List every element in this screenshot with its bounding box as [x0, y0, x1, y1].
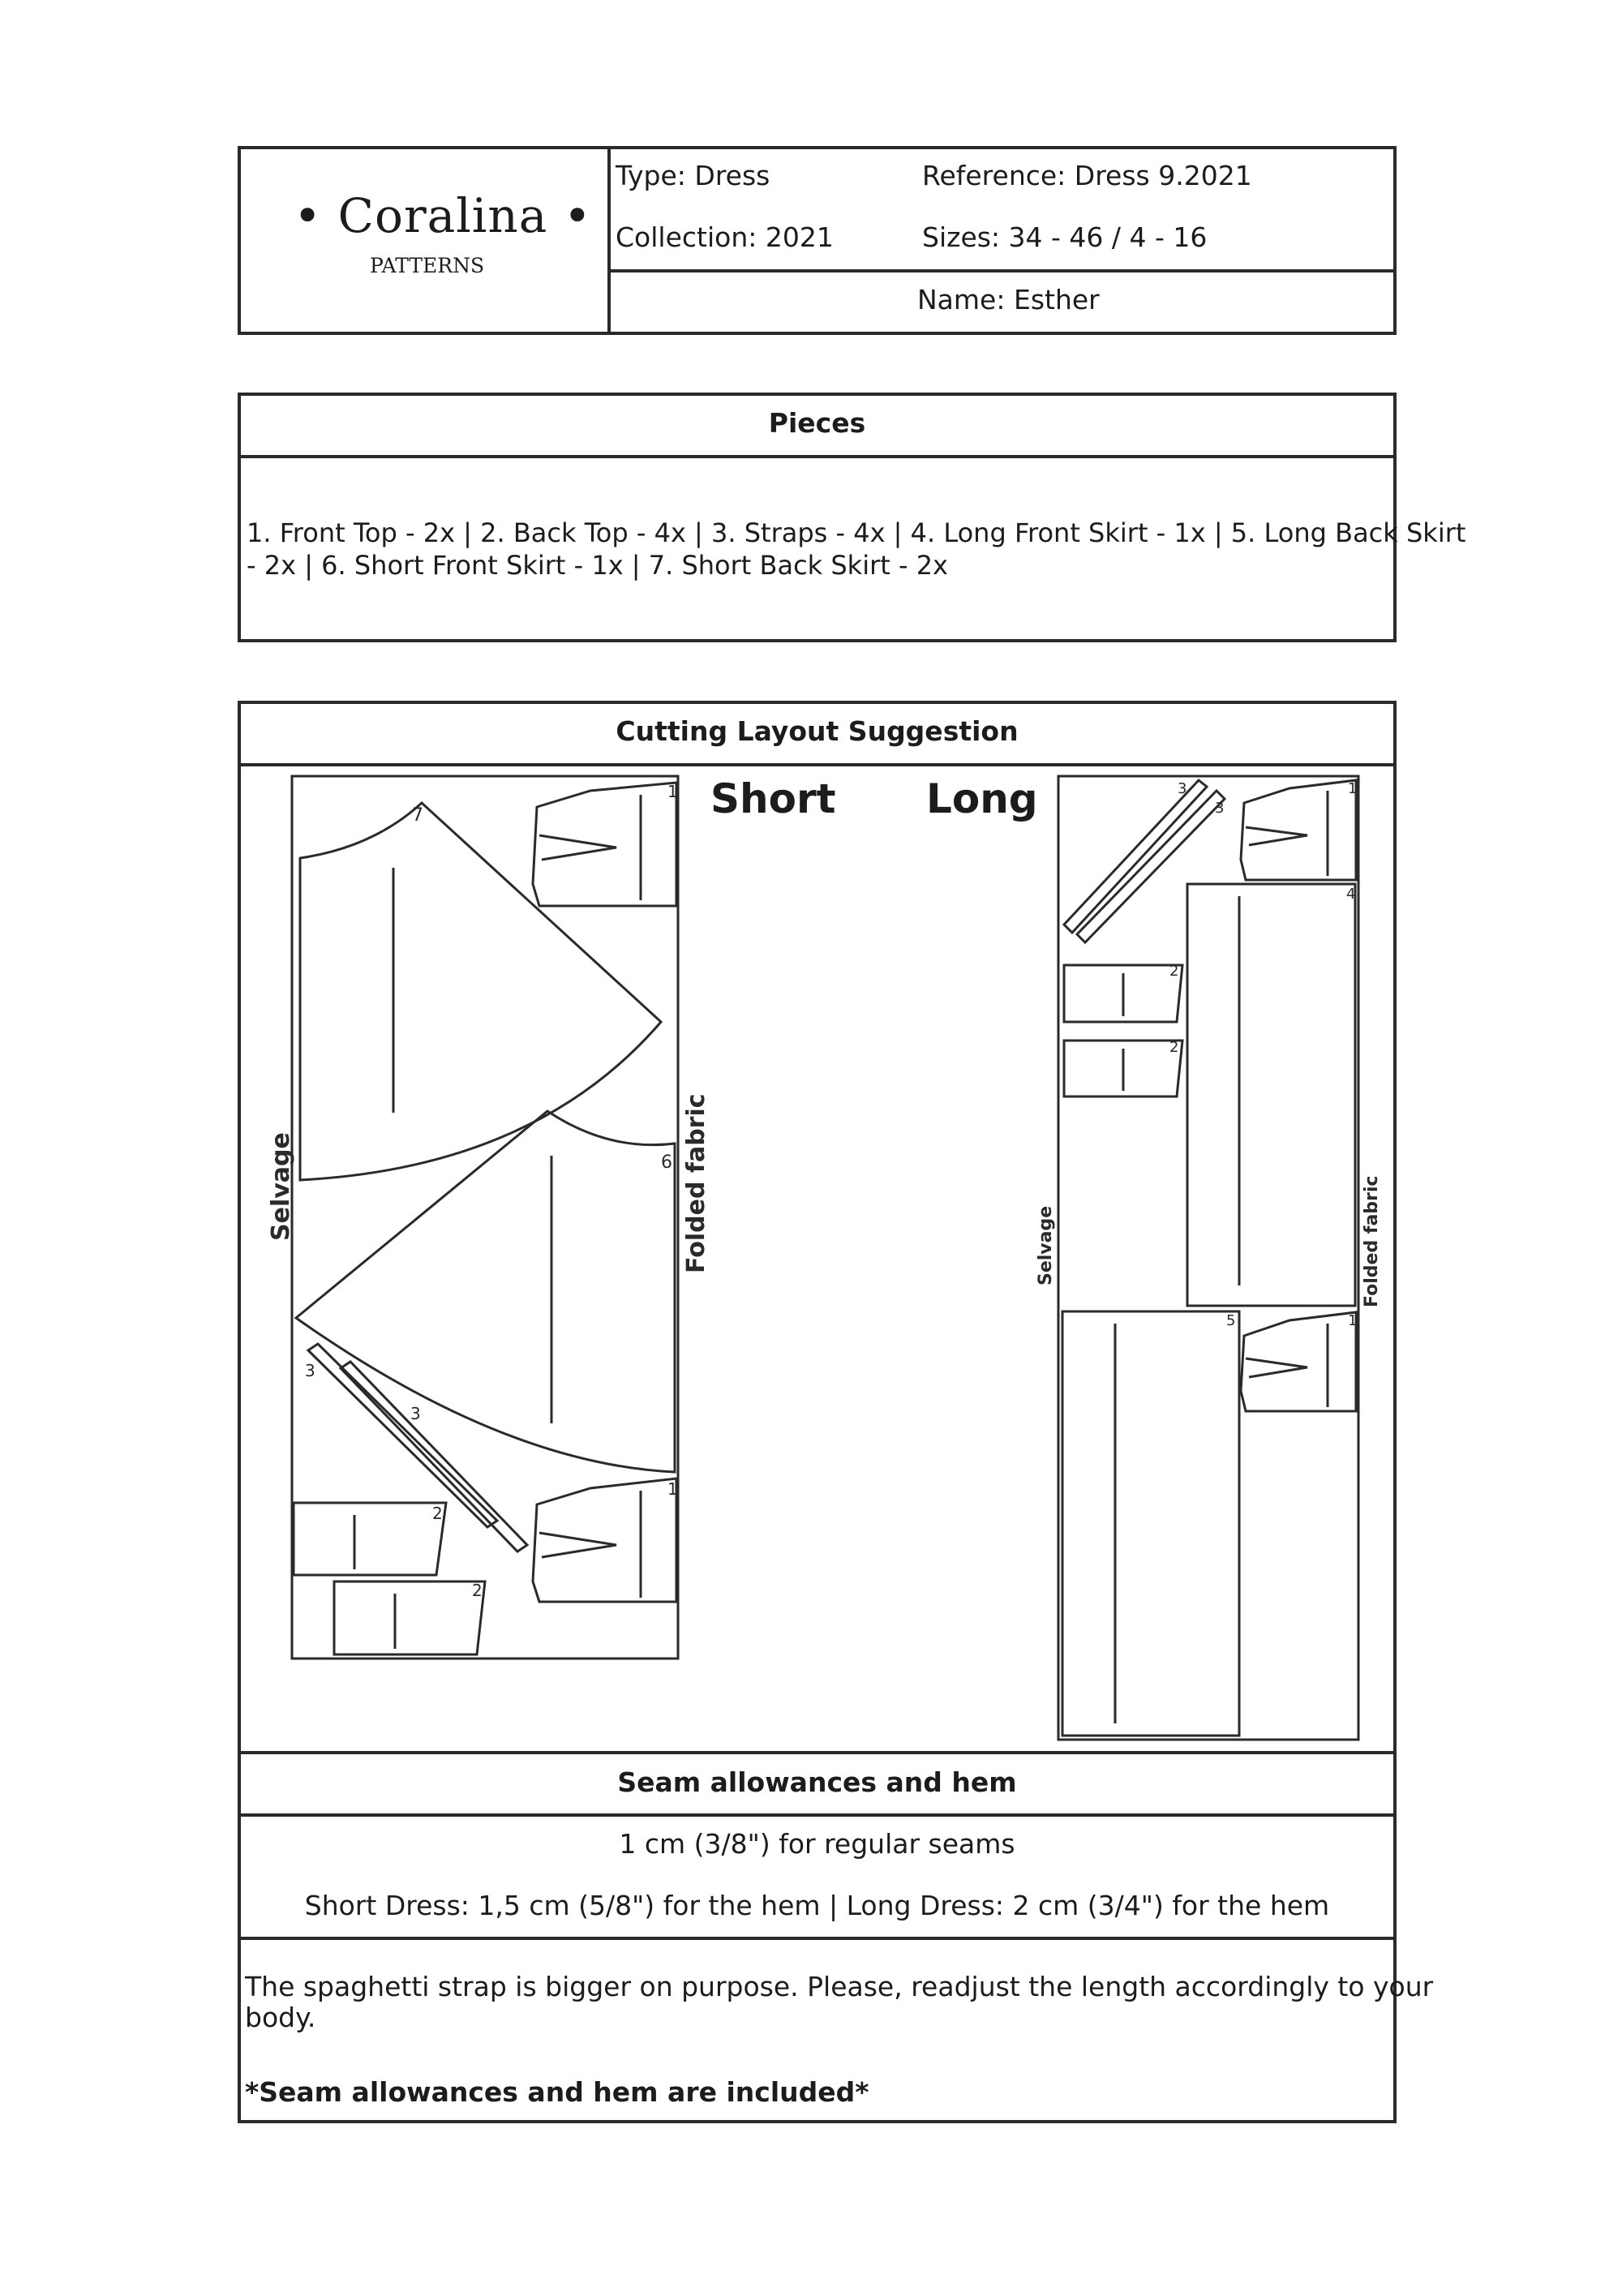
type-field: Type: Dress — [616, 160, 770, 191]
note-included: *Seam allowances and hem are included* — [245, 2076, 869, 2108]
pieces-header-divider — [238, 455, 1397, 458]
piece-1-lower-number: 1 — [667, 1479, 678, 1499]
short-folded-label: Folded fabric — [682, 1093, 710, 1273]
piece-2-long-number-a: 2 — [1169, 963, 1179, 980]
seams-top-divider — [238, 1751, 1397, 1754]
seams-header-divider — [238, 1813, 1397, 1817]
collection-field: Collection: 2021 — [616, 221, 834, 253]
piece-6-number: 6 — [661, 1152, 672, 1173]
brand-subtitle: PATTERNS — [370, 254, 485, 277]
long-folded-label: Folded fabric — [1362, 1175, 1382, 1307]
piece-1-long-lower-number: 1 — [1348, 1312, 1358, 1329]
pieces-list-line2: - 2x | 6. Short Front Skirt - 1x | 7. Short Back Skirt - 2x — [247, 550, 948, 581]
note-strap-line2: body. — [245, 2002, 316, 2033]
seams-regular: 1 cm (3/8") for regular seams — [619, 1828, 1015, 1860]
name-field: Name: Esther — [917, 284, 1100, 315]
seams-hem: Short Dress: 1,5 cm (5/8") for the hem | Long Dress: 2 cm (3/4") for the hem — [304, 1890, 1330, 1921]
piece-3-number-b: 3 — [410, 1404, 421, 1423]
piece-7-number: 7 — [412, 805, 423, 826]
long-label: Long — [926, 775, 1038, 822]
brand-logo: • Coralina • — [294, 188, 592, 243]
piece-2-number-b: 2 — [472, 1581, 483, 1600]
piece-3-number-a: 3 — [305, 1361, 315, 1380]
header-divider — [607, 146, 611, 335]
seams-title: Seam allowances and hem — [617, 1766, 1017, 1798]
piece-1-long-upper-number: 1 — [1348, 780, 1358, 797]
layout-title: Cutting Layout Suggestion — [616, 715, 1019, 747]
piece-3-long-number-a: 3 — [1178, 780, 1187, 797]
piece-3-long-number-b: 3 — [1215, 800, 1225, 817]
long-selvage-label: Selvage — [1036, 1205, 1056, 1285]
short-label: Short — [710, 775, 836, 822]
piece-4-number: 4 — [1346, 886, 1356, 903]
piece-5-number: 5 — [1226, 1312, 1236, 1329]
pieces-title: Pieces — [768, 407, 866, 439]
note-strap-line1: The spaghetti strap is bigger on purpose. Please, readjust the length accordingly to your — [245, 1971, 1434, 2002]
notes-divider — [238, 1937, 1397, 1940]
piece-2-number-a: 2 — [432, 1504, 443, 1523]
piece-1-upper-number: 1 — [667, 782, 678, 801]
header-row-divider — [609, 269, 1397, 273]
short-selvage-label: Selvage — [267, 1132, 295, 1241]
piece-2-long-number-b: 2 — [1169, 1039, 1179, 1056]
layout-header-divider — [238, 763, 1397, 766]
sizes-field: Sizes: 34 - 46 / 4 - 16 — [922, 221, 1208, 253]
reference-field: Reference: Dress 9.2021 — [922, 160, 1252, 191]
pieces-list-line1: 1. Front Top - 2x | 2. Back Top - 4x | 3. Straps - 4x | 4. Long Front Skirt - 1x | 5. Long Back Skirt — [247, 517, 1466, 548]
